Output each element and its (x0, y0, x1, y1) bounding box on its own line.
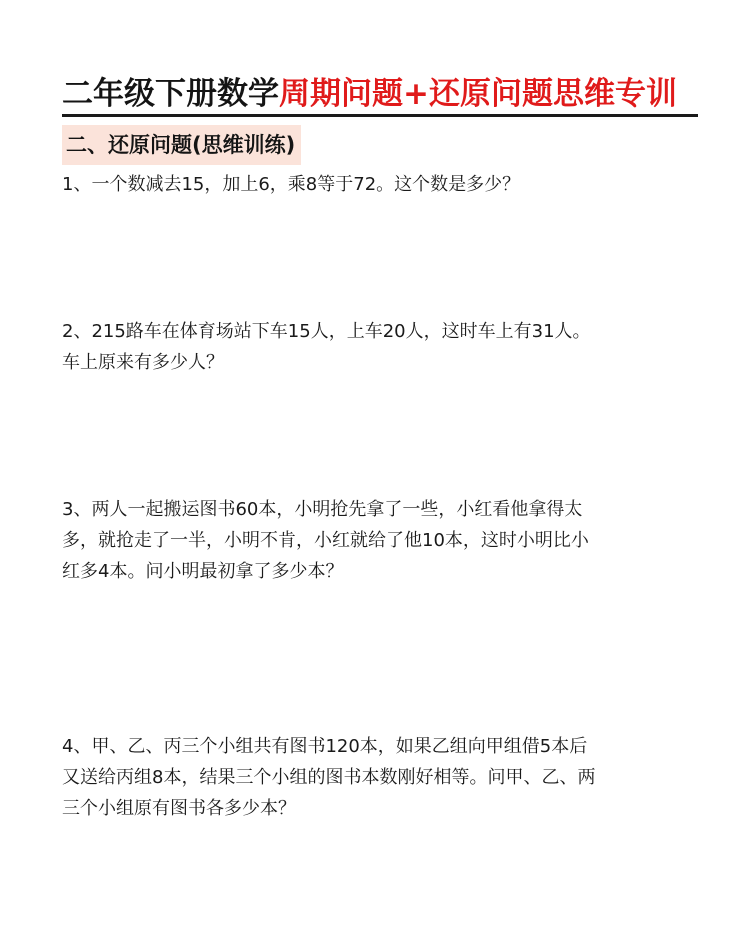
page-title-black-part: 二年级下册数学 (62, 76, 279, 112)
question-3 (62, 494, 702, 587)
question-3-line-2: 多，就抢走了一半，小明不肯，小红就给了他10本，这时小明比小 (62, 530, 589, 551)
question-4-line-3: 三个小组原有图书各多少本？ (62, 798, 296, 819)
title-underline (62, 114, 698, 117)
question-1 (62, 169, 702, 200)
question-1-line-1: 1、一个数减去15，加上6，乘8等于72。这个数是多少？ (62, 174, 521, 195)
question-4-line-1: 4、甲、乙、丙三个小组共有图书120本，如果乙组向甲组借5本后 (62, 736, 588, 757)
question-2-line-1: 2、215路车在体育场站下车15人，上车20人，这时车上有31人。 (62, 321, 591, 342)
question-3-line-3: 红多4本。问小明最初拿了多少本？ (62, 561, 344, 582)
question-4-line-2: 又送给丙组8本，结果三个小组的图书本数刚好相等。问甲、乙、两 (62, 767, 596, 788)
question-4 (62, 731, 702, 824)
page-title (62, 72, 702, 116)
question-3-line-1: 3、两人一起搬运图书60本，小明抢先拿了一些，小红看他拿得太 (62, 499, 583, 520)
question-2-line-2: 车上原来有多少人？ (62, 352, 224, 373)
page-title-red-part: 周期问题+还原问题思维专训 (279, 76, 677, 112)
section-heading: 二、还原问题(思维训练) (62, 125, 301, 165)
question-2 (62, 316, 702, 378)
